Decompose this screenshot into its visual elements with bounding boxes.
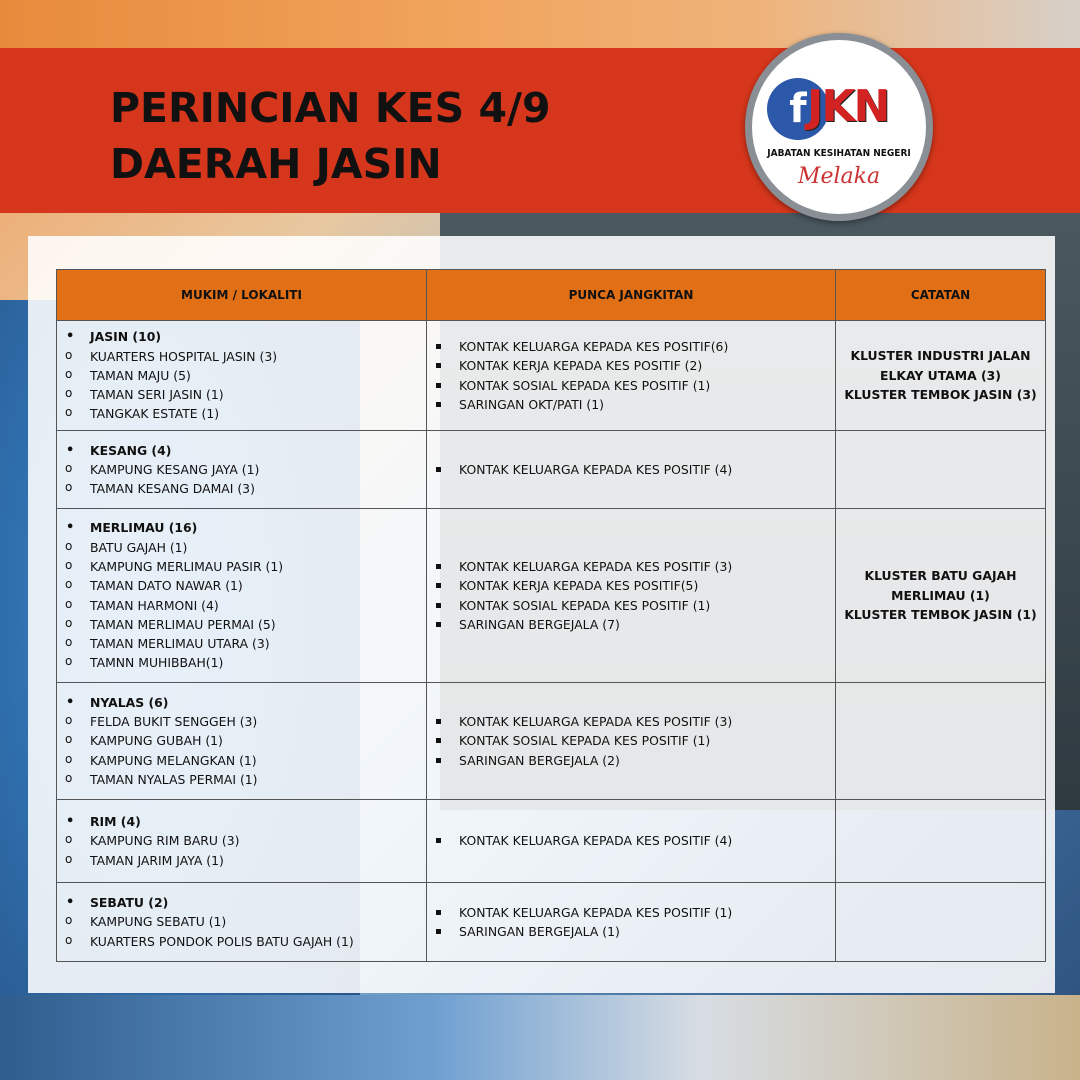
table-body <box>57 321 1046 962</box>
source-list <box>427 903 835 942</box>
source-item: KONTAK SOSIAL KEPADA KES POSITIF (1) <box>435 376 835 395</box>
mukim-cell <box>57 683 427 800</box>
cluster-note-line: MERLIMAU (1) <box>891 587 990 603</box>
locality-item: o TANGKAK ESTATE (1) <box>65 404 426 423</box>
source-item: KONTAK KELUARGA KEPADA KES POSITIF (3) <box>435 557 835 576</box>
logo-org-name: JABATAN KESIHATAN NEGERI <box>767 148 911 159</box>
note-cell <box>836 321 1046 431</box>
mukim-name: • MERLIMAU (16) <box>65 518 426 537</box>
cluster-note-line: ELKAY UTAMA (3) <box>880 367 1001 383</box>
header-mukim: MUKIM / LOKALITI <box>57 270 427 321</box>
cluster-note-line: KLUSTER BATU GAJAH <box>864 568 1017 584</box>
mukim-cell <box>57 321 427 431</box>
table-row <box>57 509 1046 683</box>
source-cell <box>427 883 836 962</box>
source-list <box>427 557 835 634</box>
source-item: KONTAK KELUARGA KEPADA KES POSITIF(6) <box>435 337 835 356</box>
source-item: KONTAK KELUARGA KEPADA KES POSITIF (4) <box>435 831 835 850</box>
source-cell <box>427 431 836 509</box>
table-row <box>57 800 1046 883</box>
logo-badge <box>752 40 926 214</box>
cluster-note-line: KLUSTER TEMBOK JASIN (3) <box>844 387 1037 403</box>
source-list <box>427 712 835 770</box>
logo-jkn-text: JKN <box>807 81 889 132</box>
mukim-name: • NYALAS (6) <box>65 693 426 712</box>
source-item: KONTAK KELUARGA KEPADA KES POSITIF (3) <box>435 712 835 731</box>
locality-list <box>57 810 426 872</box>
page-title <box>110 80 550 192</box>
locality-item: o TAMAN MERLIMAU UTARA (3) <box>65 634 426 653</box>
locality-item: o TAMAN DATO NAWAR (1) <box>65 576 426 595</box>
title-line-1: PERINCIAN KES 4/9 <box>110 84 551 132</box>
locality-list <box>57 691 426 791</box>
source-cell <box>427 683 836 800</box>
locality-item: o TAMAN HARMONI (4) <box>65 596 426 615</box>
table-header-row <box>57 270 1046 321</box>
cluster-note <box>836 566 1045 625</box>
note-cell <box>836 509 1046 683</box>
source-item: KONTAK SOSIAL KEPADA KES POSITIF (1) <box>435 596 835 615</box>
locality-item: o TAMAN MAJU (5) <box>65 366 426 385</box>
source-cell <box>427 321 836 431</box>
source-list <box>427 460 835 479</box>
locality-item: o TAMAN KESANG DAMAI (3) <box>65 479 426 498</box>
mukim-cell <box>57 509 427 683</box>
source-cell <box>427 509 836 683</box>
background-ceiling <box>0 0 1080 50</box>
locality-item: o TAMAN JARIM JAYA (1) <box>65 851 426 870</box>
background-floor <box>0 995 1080 1080</box>
note-cell <box>836 883 1046 962</box>
cluster-note-line: KLUSTER INDUSTRI JALAN <box>850 348 1031 364</box>
source-cell <box>427 800 836 883</box>
locality-item: o KAMPUNG SEBATU (1) <box>65 912 426 931</box>
locality-item: o TAMNN MUHIBBAH(1) <box>65 653 426 672</box>
table-row <box>57 321 1046 431</box>
jkn-melaka-logo <box>745 33 933 221</box>
note-cell <box>836 800 1046 883</box>
locality-list <box>57 516 426 674</box>
source-item: KONTAK SOSIAL KEPADA KES POSITIF (1) <box>435 731 835 750</box>
mukim-cell <box>57 800 427 883</box>
source-item: KONTAK KELUARGA KEPADA KES POSITIF (1) <box>435 903 835 922</box>
locality-list <box>57 325 426 425</box>
mukim-name: • KESANG (4) <box>65 441 426 460</box>
header-punca: PUNCA JANGKITAN <box>427 270 836 321</box>
note-cell <box>836 431 1046 509</box>
source-item: KONTAK KERJA KEPADA KES POSITIF (2) <box>435 356 835 375</box>
source-item: KONTAK KELUARGA KEPADA KES POSITIF (4) <box>435 460 835 479</box>
locality-item: o BATU GAJAH (1) <box>65 538 426 557</box>
locality-item: o KAMPUNG RIM BARU (3) <box>65 831 426 850</box>
logo-f-mark: f <box>767 78 829 140</box>
logo-state-script: Melaka <box>797 164 881 189</box>
source-item: SARINGAN BERGEJALA (1) <box>435 922 835 941</box>
case-details-table <box>56 269 1046 962</box>
locality-item: o KAMPUNG MERLIMAU PASIR (1) <box>65 557 426 576</box>
locality-item: o TAMAN NYALAS PERMAI (1) <box>65 770 426 789</box>
locality-item: o FELDA BUKIT SENGGEH (3) <box>65 712 426 731</box>
cluster-note-line: KLUSTER TEMBOK JASIN (1) <box>844 607 1037 623</box>
locality-list <box>57 891 426 953</box>
cluster-note <box>836 346 1045 405</box>
mukim-name: • SEBATU (2) <box>65 893 426 912</box>
source-list <box>427 831 835 850</box>
table-row <box>57 431 1046 509</box>
locality-item: o TAMAN SERI JASIN (1) <box>65 385 426 404</box>
source-item: SARINGAN BERGEJALA (2) <box>435 751 835 770</box>
mukim-name: • RIM (4) <box>65 812 426 831</box>
mukim-cell <box>57 883 427 962</box>
locality-list <box>57 439 426 501</box>
header-catatan: CATATAN <box>836 270 1046 321</box>
table-row <box>57 883 1046 962</box>
locality-item: o KUARTERS HOSPITAL JASIN (3) <box>65 347 426 366</box>
title-line-2: DAERAH JASIN <box>110 140 442 188</box>
source-item: KONTAK KERJA KEPADA KES POSITIF(5) <box>435 576 835 595</box>
table-row <box>57 683 1046 800</box>
locality-item: o KUARTERS PONDOK POLIS BATU GAJAH (1) <box>65 932 426 951</box>
locality-item: o KAMPUNG MELANGKAN (1) <box>65 751 426 770</box>
mukim-cell <box>57 431 427 509</box>
note-cell <box>836 683 1046 800</box>
locality-item: o TAMAN MERLIMAU PERMAI (5) <box>65 615 426 634</box>
locality-item: o KAMPUNG GUBAH (1) <box>65 731 426 750</box>
source-item: SARINGAN BERGEJALA (7) <box>435 615 835 634</box>
locality-item: o KAMPUNG KESANG JAYA (1) <box>65 460 426 479</box>
source-item: SARINGAN OKT/PATI (1) <box>435 395 835 414</box>
mukim-name: • JASIN (10) <box>65 327 426 346</box>
source-list <box>427 337 835 414</box>
